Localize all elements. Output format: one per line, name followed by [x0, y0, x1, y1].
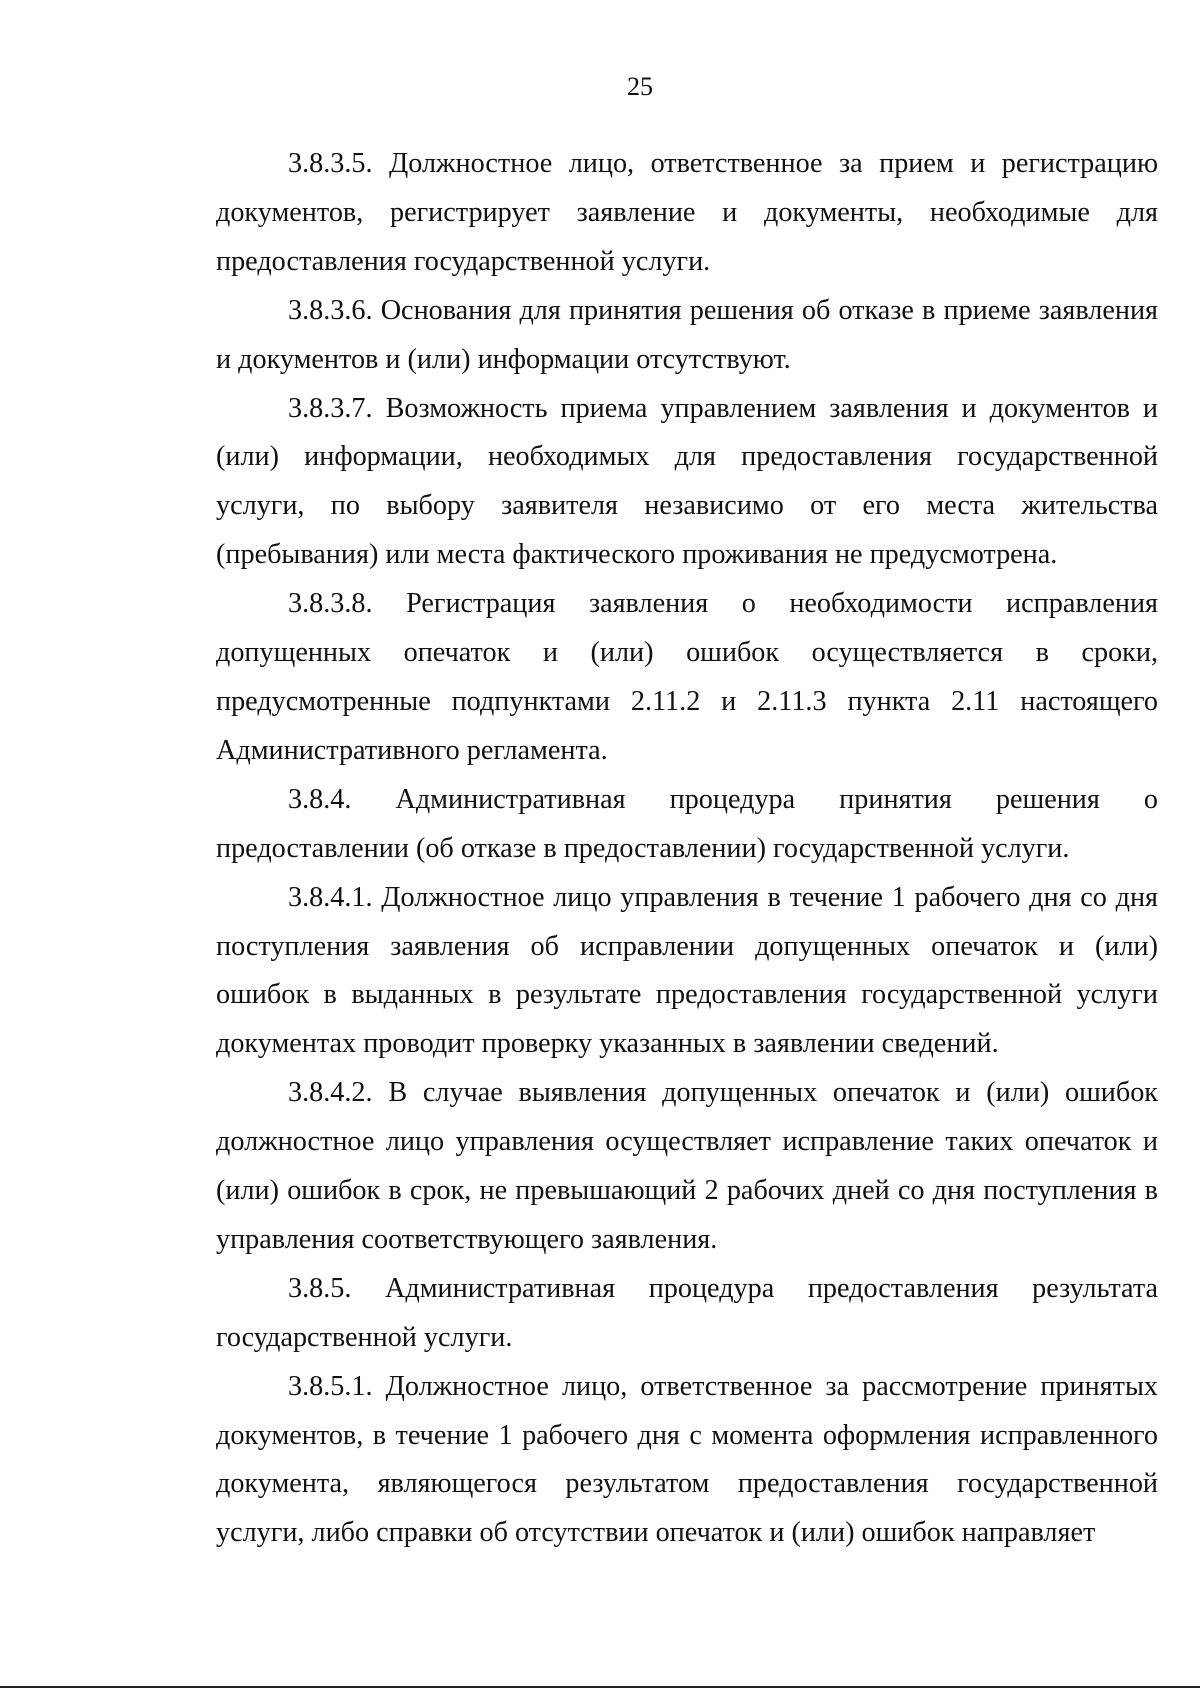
- paragraph-3-8-5: 3.8.5. Административная процедура предоставления результата государственной услуги.: [216, 1272, 1158, 1353]
- document-body: [216, 140, 1158, 1558]
- page-bottom-edge: [0, 1686, 1200, 1688]
- paragraph-3-8-3-5: 3.8.3.5. Должностное лицо, ответственное за прием и регистрацию документов, регистрирует заявление и документы, необходимые для предоставления государственной услуги.: [216, 148, 1158, 277]
- paragraph-3-8-4: 3.8.4. Административная процедура принятия решения о предоставлении (об отказе в предоставлении) государственной услуги.: [216, 783, 1158, 864]
- page-number: 25: [627, 72, 653, 101]
- paragraph-3-8-4-1: 3.8.4.1. Должностное лицо управления в течение 1 рабочего дня со дня поступления заявления об исправлении допущенных опечаток и (или) ошибок в выданных в результате предоставления государственной услуги документах проводит проверку указанных в заявлении сведений.: [216, 881, 1158, 1060]
- paragraph-3-8-3-7: 3.8.3.7. Возможность приема управлением заявления и документов и (или) информации, необходимых для предоставления государственной услуги, по выбору заявителя независимо от его места жительства (пребывания) или места фактического проживания не предусмотрена.: [216, 392, 1158, 571]
- paragraph-3-8-3-6: 3.8.3.6. Основания для принятия решения об отказе в приеме заявления и документов и (или) информации отсутствуют.: [216, 294, 1158, 375]
- paragraph-3-8-4-2: 3.8.4.2. В случае выявления допущенных опечаток и (или) ошибок должностное лицо управления осуществляет исправление таких опечаток и (или) ошибок в срок, не превышающий 2 рабочих дней со дня поступления в управления соответствующего заявления.: [216, 1077, 1158, 1255]
- paragraph-3-8-3-8: 3.8.3.8. Регистрация заявления о необходимости исправления допущенных опечаток и (или) ошибок осуществляется в сроки, предусмотренные подпунктами 2.11.2 и 2.11.3 пункта 2.11 настоящего Административного регламента.: [216, 588, 1158, 766]
- paragraph-3-8-5-1: 3.8.5.1. Должностное лицо, ответственное за рассмотрение принятых документов, в течение 1 рабочего дня с момента оформления исправленного документа, являющегося результатом предоставления государственной услуги, либо справки об отсутствии опечаток и (или) ошибок направляет: [216, 1370, 1158, 1549]
